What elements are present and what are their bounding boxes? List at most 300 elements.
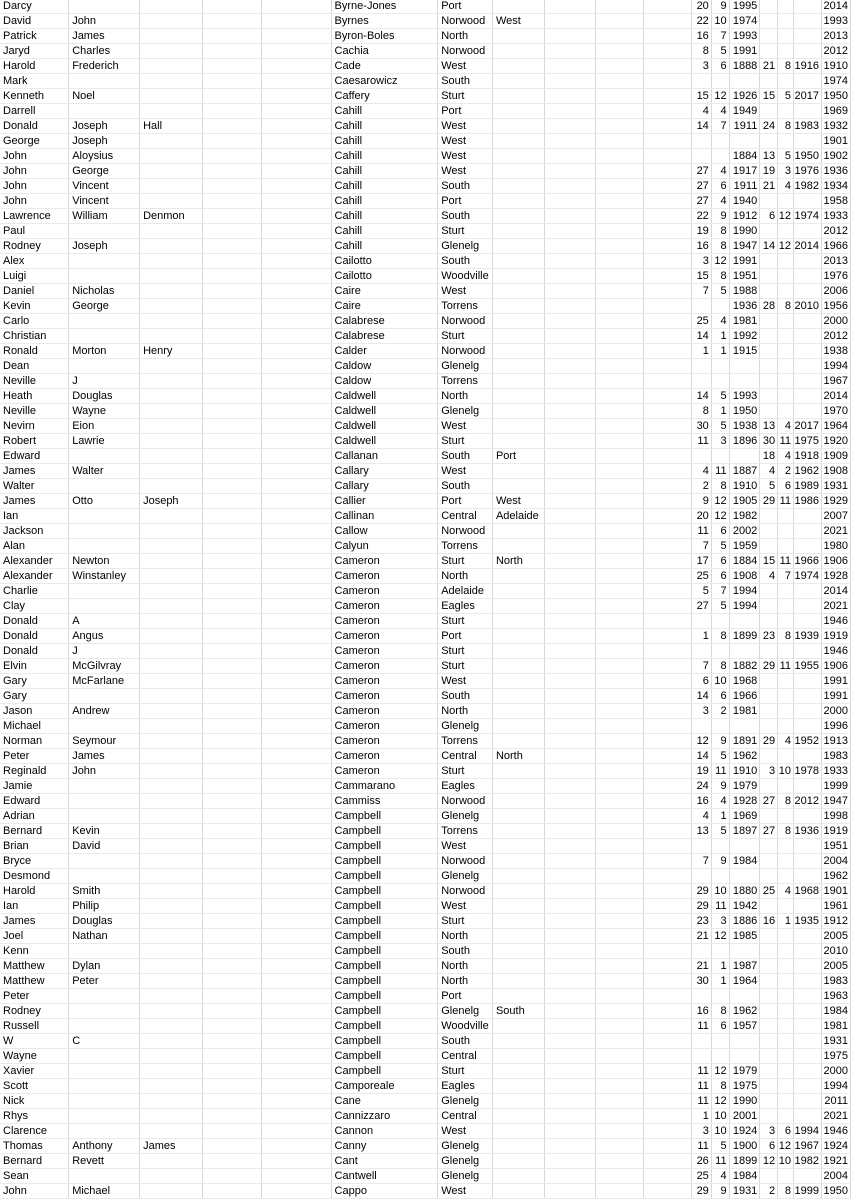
cell-death-day[interactable]: 2 (760, 1184, 778, 1199)
cell-debut-year[interactable]: 1998 (821, 809, 850, 824)
cell-birth-day[interactable]: 29 (692, 899, 712, 914)
cell-death-year[interactable] (794, 1094, 822, 1109)
cell-birth-day[interactable]: 1 (692, 344, 712, 359)
cell-middle-name[interactable]: George (69, 164, 140, 179)
cell-death-month[interactable] (778, 344, 794, 359)
cell-birth-year[interactable]: 1917 (729, 164, 760, 179)
cell-birth-month[interactable] (711, 1049, 729, 1064)
cell-birth-day[interactable] (692, 299, 712, 314)
cell-col-i[interactable] (545, 899, 595, 914)
cell-birth-day[interactable]: 11 (692, 1079, 712, 1094)
cell-death-month[interactable]: 11 (778, 434, 794, 449)
cell-col-e[interactable] (262, 1064, 332, 1079)
cell-debut-year[interactable]: 1933 (821, 209, 850, 224)
cell-birth-year[interactable]: 1990 (729, 224, 760, 239)
cell-birth-year[interactable]: 1950 (729, 404, 760, 419)
cell-club-2[interactable] (492, 734, 545, 749)
cell-death-day[interactable]: 16 (760, 914, 778, 929)
cell-club-2[interactable] (492, 464, 545, 479)
cell-death-day[interactable]: 27 (760, 794, 778, 809)
cell-death-day[interactable] (760, 614, 778, 629)
cell-club-2[interactable] (492, 1169, 545, 1184)
cell-col-i[interactable] (545, 164, 595, 179)
cell-col-k[interactable] (643, 659, 691, 674)
cell-club[interactable]: Norwood (438, 44, 493, 59)
cell-col-i[interactable] (545, 1139, 595, 1154)
cell-debut-year[interactable]: 2000 (821, 1064, 850, 1079)
cell-col-i[interactable] (545, 239, 595, 254)
cell-death-month[interactable]: 11 (778, 554, 794, 569)
cell-birth-year[interactable] (729, 719, 760, 734)
cell-birth-year[interactable] (729, 989, 760, 1004)
cell-col-e[interactable] (262, 599, 332, 614)
cell-club-2[interactable] (492, 389, 545, 404)
cell-death-month[interactable]: 8 (778, 59, 794, 74)
cell-club[interactable]: Port (438, 494, 493, 509)
cell-death-day[interactable] (760, 539, 778, 554)
cell-col-e[interactable] (262, 44, 332, 59)
cell-col-d[interactable] (202, 44, 261, 59)
cell-col-i[interactable] (545, 734, 595, 749)
cell-first-name[interactable]: Nevirn (0, 419, 69, 434)
cell-middle-name[interactable] (69, 779, 140, 794)
cell-birth-month[interactable]: 5 (711, 1139, 729, 1154)
cell-col-j[interactable] (595, 464, 643, 479)
cell-death-month[interactable] (778, 1109, 794, 1124)
cell-col-j[interactable] (595, 614, 643, 629)
cell-col-k[interactable] (643, 89, 691, 104)
cell-middle-name[interactable]: Andrew (69, 704, 140, 719)
cell-surname[interactable]: Campbell (331, 944, 438, 959)
cell-first-name[interactable]: Robert (0, 434, 69, 449)
cell-third-name[interactable] (140, 59, 203, 74)
cell-debut-year[interactable]: 1912 (821, 914, 850, 929)
cell-birth-month[interactable]: 8 (711, 1079, 729, 1094)
cell-birth-day[interactable]: 15 (692, 89, 712, 104)
cell-club-2[interactable] (492, 164, 545, 179)
cell-middle-name[interactable]: George (69, 299, 140, 314)
cell-surname[interactable]: Cameron (331, 629, 438, 644)
cell-club[interactable]: Sturt (438, 1064, 493, 1079)
cell-surname[interactable]: Cade (331, 59, 438, 74)
cell-club-2[interactable] (492, 899, 545, 914)
cell-col-e[interactable] (262, 239, 332, 254)
cell-club[interactable]: Port (438, 629, 493, 644)
cell-death-year[interactable] (794, 1019, 822, 1034)
cell-birth-month[interactable]: 12 (711, 1064, 729, 1079)
cell-debut-year[interactable]: 1901 (821, 884, 850, 899)
cell-col-e[interactable] (262, 494, 332, 509)
cell-surname[interactable]: Callinan (331, 509, 438, 524)
cell-debut-year[interactable]: 1967 (821, 374, 850, 389)
cell-col-d[interactable] (202, 359, 261, 374)
cell-middle-name[interactable] (69, 1019, 140, 1034)
cell-death-day[interactable] (760, 359, 778, 374)
cell-middle-name[interactable] (69, 1169, 140, 1184)
cell-first-name[interactable]: Darcy (0, 0, 69, 14)
cell-col-i[interactable] (545, 644, 595, 659)
cell-birth-month[interactable]: 1 (711, 809, 729, 824)
cell-middle-name[interactable]: Philip (69, 899, 140, 914)
cell-birth-month[interactable]: 8 (711, 479, 729, 494)
cell-col-e[interactable] (262, 689, 332, 704)
cell-birth-year[interactable]: 1899 (729, 629, 760, 644)
cell-first-name[interactable]: Walter (0, 479, 69, 494)
cell-debut-year[interactable]: 2021 (821, 1109, 850, 1124)
cell-death-year[interactable] (794, 1169, 822, 1184)
cell-col-d[interactable] (202, 269, 261, 284)
cell-third-name[interactable] (140, 809, 203, 824)
cell-death-year[interactable]: 1952 (794, 734, 822, 749)
cell-death-day[interactable]: 30 (760, 434, 778, 449)
cell-birth-day[interactable]: 27 (692, 194, 712, 209)
cell-debut-year[interactable]: 1936 (821, 164, 850, 179)
cell-col-k[interactable] (643, 209, 691, 224)
cell-death-year[interactable] (794, 284, 822, 299)
cell-col-i[interactable] (545, 569, 595, 584)
cell-col-e[interactable] (262, 959, 332, 974)
cell-club-2[interactable] (492, 629, 545, 644)
cell-first-name[interactable]: Alan (0, 539, 69, 554)
cell-death-day[interactable] (760, 779, 778, 794)
cell-col-d[interactable] (202, 1124, 261, 1139)
cell-third-name[interactable] (140, 434, 203, 449)
cell-surname[interactable]: Cahill (331, 194, 438, 209)
cell-death-year[interactable] (794, 269, 822, 284)
cell-col-k[interactable] (643, 914, 691, 929)
cell-death-year[interactable] (794, 509, 822, 524)
cell-death-day[interactable] (760, 269, 778, 284)
cell-birth-month[interactable]: 6 (711, 179, 729, 194)
cell-birth-year[interactable]: 1995 (729, 0, 760, 14)
cell-middle-name[interactable]: Eion (69, 419, 140, 434)
cell-middle-name[interactable]: Walter (69, 464, 140, 479)
cell-death-year[interactable] (794, 224, 822, 239)
cell-debut-year[interactable]: 1980 (821, 539, 850, 554)
cell-death-day[interactable] (760, 134, 778, 149)
cell-col-k[interactable] (643, 329, 691, 344)
cell-death-year[interactable] (794, 989, 822, 1004)
cell-first-name[interactable]: Bernard (0, 824, 69, 839)
cell-first-name[interactable]: Donald (0, 119, 69, 134)
cell-col-j[interactable] (595, 254, 643, 269)
cell-birth-year[interactable]: 1931 (729, 1184, 760, 1199)
cell-first-name[interactable]: Carlo (0, 314, 69, 329)
cell-death-day[interactable] (760, 29, 778, 44)
cell-club-2[interactable] (492, 74, 545, 89)
cell-birth-year[interactable]: 1959 (729, 539, 760, 554)
cell-surname[interactable]: Cameron (331, 689, 438, 704)
cell-debut-year[interactable]: 1933 (821, 764, 850, 779)
cell-death-year[interactable] (794, 524, 822, 539)
cell-col-d[interactable] (202, 494, 261, 509)
cell-birth-year[interactable]: 1940 (729, 194, 760, 209)
cell-death-month[interactable] (778, 584, 794, 599)
cell-col-j[interactable] (595, 314, 643, 329)
cell-birth-day[interactable]: 11 (692, 524, 712, 539)
cell-col-i[interactable] (545, 959, 595, 974)
cell-birth-month[interactable]: 9 (711, 734, 729, 749)
cell-club-2[interactable] (492, 479, 545, 494)
cell-col-d[interactable] (202, 524, 261, 539)
cell-birth-month[interactable]: 6 (711, 569, 729, 584)
cell-birth-month[interactable]: 6 (711, 1019, 729, 1034)
cell-col-j[interactable] (595, 644, 643, 659)
cell-birth-day[interactable] (692, 644, 712, 659)
cell-death-month[interactable]: 8 (778, 824, 794, 839)
cell-col-e[interactable] (262, 134, 332, 149)
cell-col-i[interactable] (545, 449, 595, 464)
cell-middle-name[interactable] (69, 944, 140, 959)
cell-col-d[interactable] (202, 254, 261, 269)
cell-col-k[interactable] (643, 14, 691, 29)
cell-col-k[interactable] (643, 1124, 691, 1139)
cell-death-day[interactable]: 24 (760, 119, 778, 134)
cell-birth-year[interactable]: 1915 (729, 344, 760, 359)
cell-first-name[interactable]: Joel (0, 929, 69, 944)
cell-birth-day[interactable]: 5 (692, 584, 712, 599)
cell-third-name[interactable] (140, 719, 203, 734)
cell-death-month[interactable] (778, 1049, 794, 1064)
cell-birth-month[interactable]: 3 (711, 434, 729, 449)
cell-col-e[interactable] (262, 659, 332, 674)
cell-third-name[interactable] (140, 44, 203, 59)
cell-death-day[interactable]: 13 (760, 419, 778, 434)
cell-death-year[interactable]: 2010 (794, 299, 822, 314)
cell-col-d[interactable] (202, 1109, 261, 1124)
cell-birth-year[interactable] (729, 869, 760, 884)
cell-death-month[interactable] (778, 539, 794, 554)
cell-col-e[interactable] (262, 179, 332, 194)
cell-death-day[interactable] (760, 599, 778, 614)
cell-col-k[interactable] (643, 59, 691, 74)
cell-surname[interactable]: Cahill (331, 239, 438, 254)
cell-debut-year[interactable]: 1974 (821, 74, 850, 89)
cell-birth-year[interactable]: 1975 (729, 1079, 760, 1094)
cell-first-name[interactable]: Heath (0, 389, 69, 404)
cell-third-name[interactable] (140, 884, 203, 899)
cell-col-k[interactable] (643, 464, 691, 479)
cell-birth-day[interactable]: 30 (692, 974, 712, 989)
cell-death-year[interactable] (794, 344, 822, 359)
cell-birth-year[interactable]: 1981 (729, 314, 760, 329)
cell-death-month[interactable]: 10 (778, 1154, 794, 1169)
cell-middle-name[interactable] (69, 1079, 140, 1094)
cell-death-day[interactable]: 21 (760, 179, 778, 194)
cell-death-day[interactable]: 23 (760, 629, 778, 644)
cell-birth-month[interactable]: 5 (711, 539, 729, 554)
cell-surname[interactable]: Calabrese (331, 329, 438, 344)
cell-debut-year[interactable]: 2005 (821, 959, 850, 974)
cell-col-j[interactable] (595, 1034, 643, 1049)
cell-surname[interactable]: Caire (331, 284, 438, 299)
cell-col-k[interactable] (643, 689, 691, 704)
cell-death-month[interactable] (778, 284, 794, 299)
cell-col-e[interactable] (262, 974, 332, 989)
cell-col-j[interactable] (595, 869, 643, 884)
cell-club-2[interactable] (492, 644, 545, 659)
cell-col-j[interactable] (595, 1184, 643, 1199)
cell-col-k[interactable] (643, 1019, 691, 1034)
cell-col-e[interactable] (262, 509, 332, 524)
cell-club[interactable]: South (438, 944, 493, 959)
cell-death-year[interactable] (794, 329, 822, 344)
cell-third-name[interactable] (140, 674, 203, 689)
cell-first-name[interactable]: John (0, 1184, 69, 1199)
cell-col-i[interactable] (545, 689, 595, 704)
cell-death-month[interactable]: 11 (778, 659, 794, 674)
cell-birth-day[interactable]: 16 (692, 794, 712, 809)
cell-club[interactable]: Woodville (438, 269, 493, 284)
cell-first-name[interactable]: Clay (0, 599, 69, 614)
cell-third-name[interactable]: James (140, 1139, 203, 1154)
cell-surname[interactable]: Caesarowicz (331, 74, 438, 89)
cell-birth-month[interactable]: 8 (711, 659, 729, 674)
cell-birth-month[interactable] (711, 644, 729, 659)
cell-death-month[interactable] (778, 389, 794, 404)
cell-death-month[interactable] (778, 599, 794, 614)
cell-birth-month[interactable]: 12 (711, 1094, 729, 1109)
cell-club[interactable]: Norwood (438, 854, 493, 869)
cell-first-name[interactable]: Edward (0, 449, 69, 464)
cell-birth-year[interactable]: 1897 (729, 824, 760, 839)
cell-death-year[interactable] (794, 584, 822, 599)
cell-club-2[interactable] (492, 419, 545, 434)
cell-first-name[interactable]: James (0, 494, 69, 509)
cell-middle-name[interactable]: Aloysius (69, 149, 140, 164)
cell-birth-day[interactable]: 26 (692, 1154, 712, 1169)
cell-col-d[interactable] (202, 1049, 261, 1064)
cell-birth-month[interactable]: 10 (711, 1124, 729, 1139)
cell-club[interactable]: Glenelg (438, 1139, 493, 1154)
cell-birth-day[interactable]: 11 (692, 1094, 712, 1109)
cell-surname[interactable]: Cahill (331, 149, 438, 164)
cell-col-k[interactable] (643, 809, 691, 824)
cell-birth-year[interactable] (729, 449, 760, 464)
cell-col-k[interactable] (643, 1109, 691, 1124)
cell-debut-year[interactable]: 1920 (821, 434, 850, 449)
cell-birth-year[interactable]: 1884 (729, 149, 760, 164)
cell-club-2[interactable]: North (492, 749, 545, 764)
cell-col-d[interactable] (202, 209, 261, 224)
cell-death-day[interactable] (760, 854, 778, 869)
cell-third-name[interactable] (140, 284, 203, 299)
cell-death-month[interactable]: 6 (778, 1124, 794, 1139)
cell-death-day[interactable] (760, 809, 778, 824)
cell-third-name[interactable] (140, 839, 203, 854)
cell-surname[interactable]: Cane (331, 1094, 438, 1109)
cell-col-i[interactable] (545, 974, 595, 989)
cell-birth-day[interactable] (692, 719, 712, 734)
cell-death-year[interactable] (794, 314, 822, 329)
cell-middle-name[interactable]: Vincent (69, 194, 140, 209)
cell-col-j[interactable] (595, 44, 643, 59)
cell-col-i[interactable] (545, 44, 595, 59)
cell-birth-month[interactable]: 11 (711, 764, 729, 779)
cell-first-name[interactable]: Bernard (0, 1154, 69, 1169)
cell-birth-month[interactable]: 5 (711, 824, 729, 839)
cell-first-name[interactable]: Michael (0, 719, 69, 734)
cell-middle-name[interactable] (69, 0, 140, 14)
cell-col-k[interactable] (643, 449, 691, 464)
cell-death-year[interactable]: 2017 (794, 89, 822, 104)
cell-col-i[interactable] (545, 989, 595, 1004)
cell-middle-name[interactable] (69, 1064, 140, 1079)
cell-birth-day[interactable]: 19 (692, 224, 712, 239)
cell-middle-name[interactable] (69, 794, 140, 809)
cell-col-i[interactable] (545, 389, 595, 404)
cell-death-day[interactable] (760, 524, 778, 539)
cell-col-k[interactable] (643, 554, 691, 569)
cell-debut-year[interactable]: 1924 (821, 1139, 850, 1154)
cell-death-month[interactable] (778, 329, 794, 344)
cell-debut-year[interactable]: 2006 (821, 284, 850, 299)
cell-club[interactable]: Torrens (438, 824, 493, 839)
cell-col-d[interactable] (202, 869, 261, 884)
cell-death-day[interactable]: 28 (760, 299, 778, 314)
cell-death-day[interactable] (760, 959, 778, 974)
cell-col-j[interactable] (595, 674, 643, 689)
cell-col-i[interactable] (545, 434, 595, 449)
cell-death-month[interactable] (778, 944, 794, 959)
cell-death-month[interactable] (778, 644, 794, 659)
cell-first-name[interactable]: Reginald (0, 764, 69, 779)
cell-col-k[interactable] (643, 644, 691, 659)
cell-surname[interactable]: Campbell (331, 839, 438, 854)
cell-col-i[interactable] (545, 794, 595, 809)
cell-club-2[interactable] (492, 134, 545, 149)
cell-middle-name[interactable] (69, 869, 140, 884)
cell-death-year[interactable]: 1950 (794, 149, 822, 164)
cell-col-d[interactable] (202, 1034, 261, 1049)
cell-col-e[interactable] (262, 1139, 332, 1154)
cell-club[interactable]: Glenelg (438, 404, 493, 419)
cell-birth-month[interactable] (711, 359, 729, 374)
cell-col-i[interactable] (545, 674, 595, 689)
cell-third-name[interactable] (140, 134, 203, 149)
cell-surname[interactable]: Cammiss (331, 794, 438, 809)
cell-birth-month[interactable] (711, 149, 729, 164)
cell-col-d[interactable] (202, 119, 261, 134)
cell-surname[interactable]: Cahill (331, 119, 438, 134)
cell-death-day[interactable]: 12 (760, 1154, 778, 1169)
cell-death-month[interactable]: 11 (778, 494, 794, 509)
cell-middle-name[interactable]: Nathan (69, 929, 140, 944)
cell-third-name[interactable] (140, 644, 203, 659)
cell-club-2[interactable] (492, 59, 545, 74)
cell-birth-day[interactable]: 14 (692, 749, 712, 764)
cell-birth-month[interactable]: 10 (711, 1109, 729, 1124)
cell-col-e[interactable] (262, 704, 332, 719)
cell-col-i[interactable] (545, 809, 595, 824)
cell-col-j[interactable] (595, 959, 643, 974)
cell-col-d[interactable] (202, 344, 261, 359)
cell-col-i[interactable] (545, 1094, 595, 1109)
cell-death-year[interactable] (794, 704, 822, 719)
cell-club[interactable]: West (438, 149, 493, 164)
cell-death-month[interactable] (778, 899, 794, 914)
cell-middle-name[interactable]: John (69, 764, 140, 779)
cell-col-j[interactable] (595, 224, 643, 239)
cell-debut-year[interactable]: 1991 (821, 689, 850, 704)
cell-third-name[interactable] (140, 1154, 203, 1169)
cell-debut-year[interactable]: 1994 (821, 1079, 850, 1094)
cell-birth-day[interactable]: 1 (692, 1109, 712, 1124)
cell-col-e[interactable] (262, 434, 332, 449)
cell-debut-year[interactable]: 1938 (821, 344, 850, 359)
cell-col-e[interactable] (262, 644, 332, 659)
cell-middle-name[interactable] (69, 1049, 140, 1064)
